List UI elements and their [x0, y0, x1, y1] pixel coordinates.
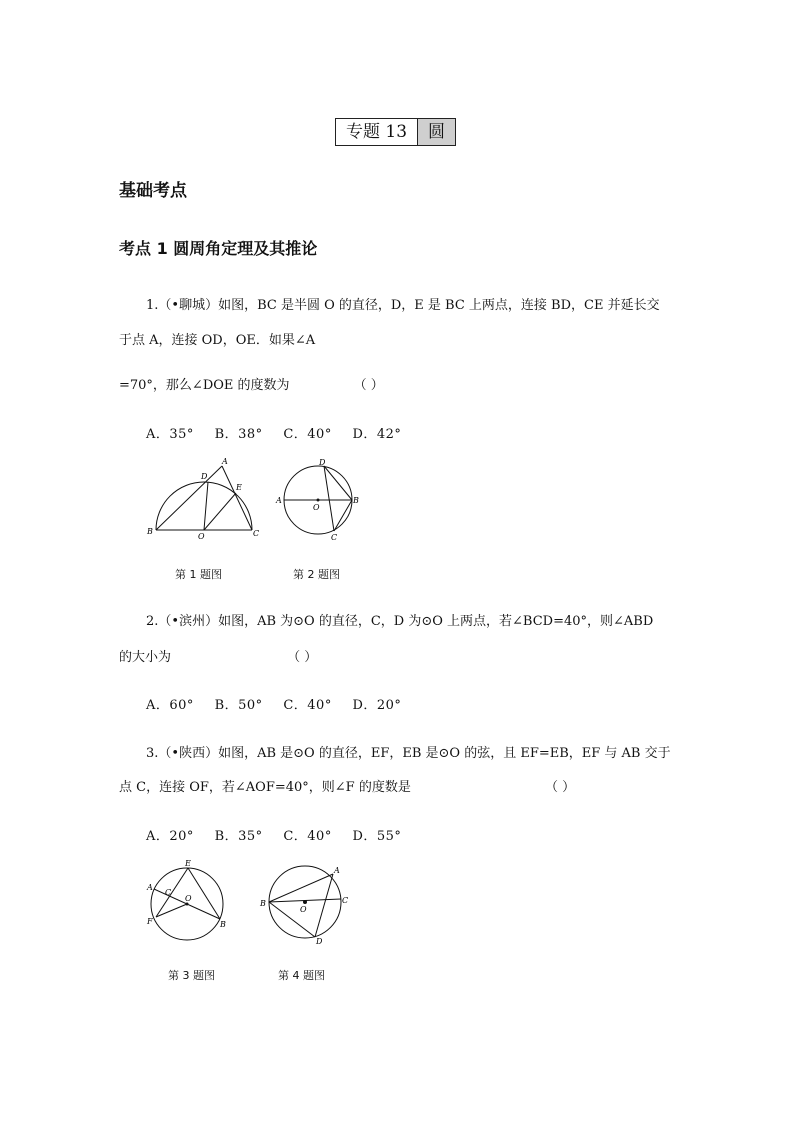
figure-3-caption: 第 3 题图	[168, 969, 215, 982]
title-sub: 圆	[417, 119, 455, 145]
label-o: O	[198, 532, 205, 541]
q1-option-d: D．42°	[352, 427, 402, 442]
figure-4-caption: 第 4 题图	[278, 969, 325, 982]
label-d: D	[319, 458, 326, 467]
label-a: A	[147, 883, 153, 892]
label-o: O	[185, 894, 192, 903]
q3-line2-text: 点 C，连接 OF，若∠AOF=40°，则∠F 的度数是	[119, 780, 411, 795]
label-b: B	[220, 920, 226, 929]
label-a: A	[276, 496, 282, 505]
label-f: F	[147, 917, 153, 926]
title-main: 专题 13	[346, 122, 408, 142]
label-d: D	[316, 937, 323, 946]
page-title	[335, 118, 456, 146]
q3-option-a: A．20°	[146, 829, 194, 844]
q1-option-b: B．38°	[214, 427, 263, 442]
q2-line1: 2.（•滨州）如图，AB 为⊙O 的直径，C，D 为⊙O 上两点，若∠BCD=40°，则∠ABD	[146, 614, 654, 629]
figure-4-circle	[255, 857, 355, 947]
q3-option-b: B．35°	[214, 829, 263, 844]
segment-od	[204, 482, 208, 530]
figure-2-caption: 第 2 题图	[293, 568, 340, 581]
q1-line1: 1.（•聊城）如图，BC 是半圆 O 的直径，D，E 是 BC 上两点，连接 BD，CE 并延长交	[146, 298, 660, 313]
label-c: C	[253, 529, 260, 538]
q2-option-d: D．20°	[352, 698, 402, 713]
chord-bc	[334, 500, 352, 531]
q3-answer-paren: （ ）	[544, 780, 576, 795]
label-b: B	[147, 527, 153, 536]
center-dot	[303, 900, 307, 904]
q1-options	[146, 423, 417, 442]
q1-option-c: C．40°	[283, 427, 332, 442]
label-e: E	[236, 483, 242, 492]
line-ca	[222, 466, 252, 530]
label-o: O	[313, 503, 320, 512]
q2-option-c: C．40°	[283, 698, 332, 713]
label-c: C	[165, 888, 172, 897]
figure-3-circle	[140, 857, 235, 947]
label-b: B	[260, 899, 266, 908]
label-o: O	[300, 905, 307, 914]
label-d: D	[201, 472, 208, 481]
label-e: E	[185, 859, 191, 868]
q1-option-a: A．35°	[146, 427, 194, 442]
q2-option-b: B．50°	[214, 698, 263, 713]
q2-line2-text: 的大小为	[119, 650, 172, 665]
q1-line2: 于点 A，连接 OD，OE．如果∠A	[119, 333, 316, 348]
figure-1-caption: 第 1 题图	[175, 568, 222, 581]
q1-line3-text: =70°，那么∠DOE 的度数为	[119, 378, 290, 393]
center-dot	[317, 499, 320, 502]
q3-option-d: D．55°	[352, 829, 402, 844]
q2-options	[146, 694, 417, 713]
q2-line2	[119, 649, 317, 667]
q3-option-c: C．40°	[283, 829, 332, 844]
q1-answer-paren: （ ）	[353, 378, 384, 393]
label-c: C	[331, 533, 338, 542]
segment-oe	[204, 493, 236, 530]
q1-line3	[119, 377, 384, 395]
chord-bd	[269, 902, 315, 937]
label-b: B	[353, 496, 359, 505]
label-a: A	[222, 457, 228, 466]
section-heading: 基础考点	[119, 181, 187, 201]
figure-2-circle	[275, 455, 365, 545]
q2-option-a: A．60°	[146, 698, 194, 713]
q2-answer-paren: （ ）	[287, 650, 318, 665]
subsection-heading: 考点 1 圆周角定理及其推论	[119, 239, 318, 258]
figure-1-semicircle	[140, 455, 270, 545]
label-a: A	[334, 866, 340, 875]
q3-line1: 3.（•陕西）如图，AB 是⊙O 的直径，EF，EB 是⊙O 的弦，且 EF=EB，EF 与 AB 交于	[146, 746, 671, 761]
label-c: C	[342, 896, 349, 905]
q3-options	[146, 825, 417, 844]
q3-line2	[119, 779, 575, 797]
